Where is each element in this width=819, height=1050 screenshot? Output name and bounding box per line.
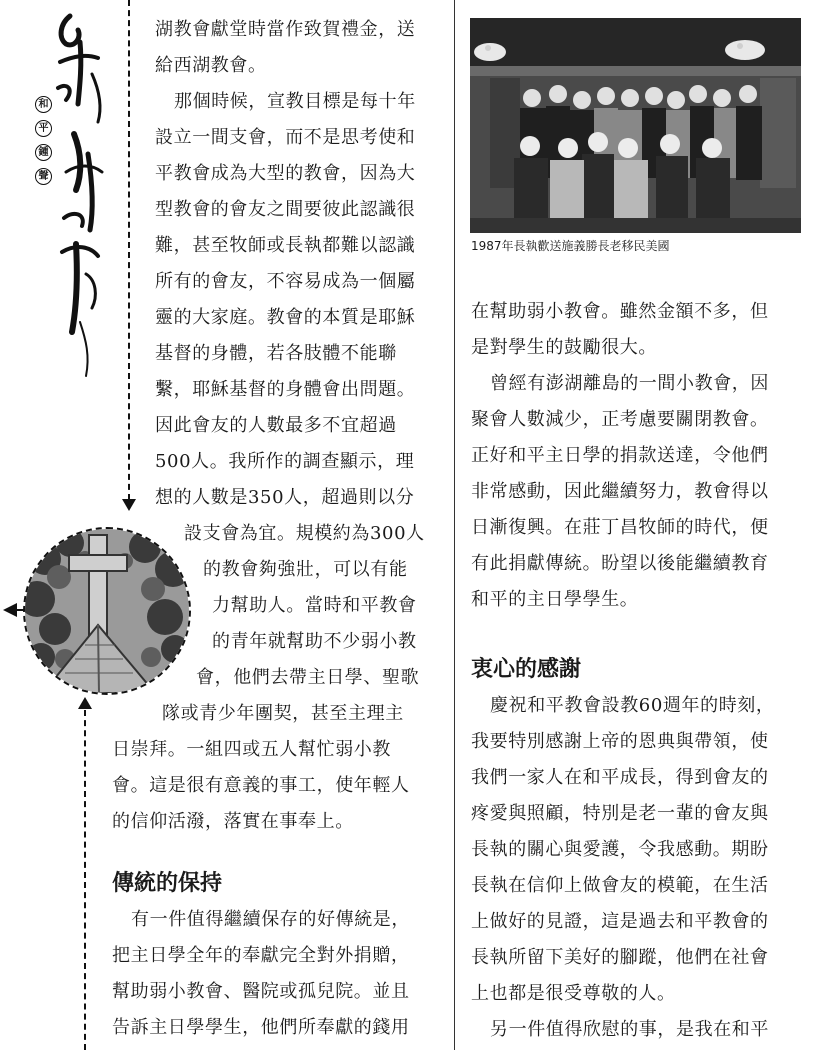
section-heading-thanks: 衷心的感謝: [471, 657, 582, 682]
column-badge-char: 聲: [35, 168, 52, 185]
body-text-line: 靈的大家庭。教會的本質是耶穌: [155, 307, 416, 328]
body-text-line: 上做好的見證，這是過去和平教會的: [471, 911, 769, 932]
body-text-line: 的教會夠強壯，可以有能: [203, 559, 408, 580]
body-text-line: 告訴主日學學生，他們所奉獻的錢用: [112, 1017, 410, 1038]
body-text-line: 長執所留下美好的腳蹤，他們在社會: [471, 947, 769, 968]
body-text-line: 的信仰活潑，落實在事奉上。: [112, 811, 354, 832]
body-text-line: 那個時候，宣教目標是每十年: [174, 91, 416, 112]
body-text-line: 我們一家人在和平成長，得到會友的: [471, 767, 769, 788]
body-text-line: 給西湖教會。: [155, 55, 267, 76]
body-text-line: 上也都是很受尊敬的人。: [471, 983, 676, 1004]
body-text-line: 是對學生的鼓勵很大。: [471, 337, 657, 358]
body-text-line: 繫，耶穌基督的身體會出問題。: [155, 379, 416, 400]
arrow-up-icon: [77, 696, 93, 710]
body-text-line: 長執在信仰上做會友的模範，在生活: [471, 875, 769, 896]
body-text-line: 型教會的會友之間要彼此認識很: [155, 199, 416, 220]
body-text-line: 想的人數是350人，超過則以分: [155, 487, 415, 508]
body-text-line: 長執的關心與愛護，令我感動。期盼: [471, 839, 769, 860]
body-text-line: 和平的主日學學生。: [471, 589, 639, 610]
body-text-line: 力幫助人。當時和平教會: [212, 595, 417, 616]
body-text-line: 非常感動，因此繼續努力，教會得以: [471, 481, 769, 502]
column-badge-char: 平: [35, 120, 52, 137]
group-photo: [470, 18, 801, 233]
column-divider: [454, 0, 455, 1050]
body-text-line: 因此會友的人數最多不宜超過: [155, 415, 397, 436]
body-text-line: 聚會人數減少，正考慮要關閉教會。: [471, 409, 769, 430]
calligraphy-title: [52, 4, 112, 384]
body-text-line: 幫助弱小教會、醫院或孤兒院。並且: [112, 981, 410, 1002]
column-badge-char: 鍾: [35, 144, 52, 161]
body-text-line: 設立一間支會，而不是思考使和: [155, 127, 416, 148]
body-text-line: 設支會為宜。規模約為300人: [184, 523, 425, 544]
body-text-line: 日漸復興。在莊丁昌牧師的時代，便: [471, 517, 769, 538]
body-text-line: 把主日學全年的奉獻完全對外捐贈，: [112, 945, 410, 966]
body-text-line: 難，甚至牧師或長執都難以認識: [155, 235, 416, 256]
body-text-line: 會，他們去帶主日學、聖歌: [196, 667, 420, 688]
body-text-line: 有一件值得繼續保存的好傳統是，: [131, 909, 410, 930]
body-text-line: 曾經有澎湖離島的一間小教會，因: [490, 373, 769, 394]
body-text-line: 基督的身體，若各肢體不能聯: [155, 343, 397, 364]
cross-photo: [23, 527, 191, 695]
body-text-line: 隊或青少年團契，甚至主理主: [162, 703, 404, 724]
dashed-guide-top: [128, 0, 130, 500]
arrow-down-icon: [121, 498, 137, 512]
body-text-line: 正好和平主日學的捐款送達，令他們: [471, 445, 769, 466]
body-text-line: 慶祝和平教會設教60週年的時刻，: [490, 695, 775, 716]
section-heading-tradition: 傳統的保持: [112, 871, 223, 896]
dashed-guide-bottom: [84, 710, 86, 1050]
body-text-line: 在幫助弱小教會。雖然金額不多，但: [471, 301, 769, 322]
body-text-line: 疼愛與照顧，特別是老一輩的會友與: [471, 803, 769, 824]
body-text-line: 的青年就幫助不少弱小教: [212, 631, 417, 652]
body-text-line: 我要特別感謝上帝的恩典與帶領，使: [471, 731, 769, 752]
column-badge-char: 和: [35, 96, 52, 113]
body-text-line: 有此捐獻傳統。盼望以後能繼續教育: [471, 553, 769, 574]
body-text-line: 500人。我所作的調查顯示，理: [155, 451, 415, 472]
photo-caption: 1987年長執歡送施義勝長老移民美國: [471, 239, 670, 253]
body-text-line: 日崇拜。一組四或五人幫忙弱小教: [112, 739, 391, 760]
body-text-line: 湖教會獻堂時當作致賀禮金，送: [155, 19, 416, 40]
body-text-line: 平教會成為大型的教會，因為大: [155, 163, 416, 184]
body-text-line: 所有的會友，不容易成為一個屬: [155, 271, 416, 292]
body-text-line: 會。這是很有意義的事工，使年輕人: [112, 775, 410, 796]
body-text-line: 另一件值得欣慰的事，是我在和平: [490, 1019, 769, 1040]
